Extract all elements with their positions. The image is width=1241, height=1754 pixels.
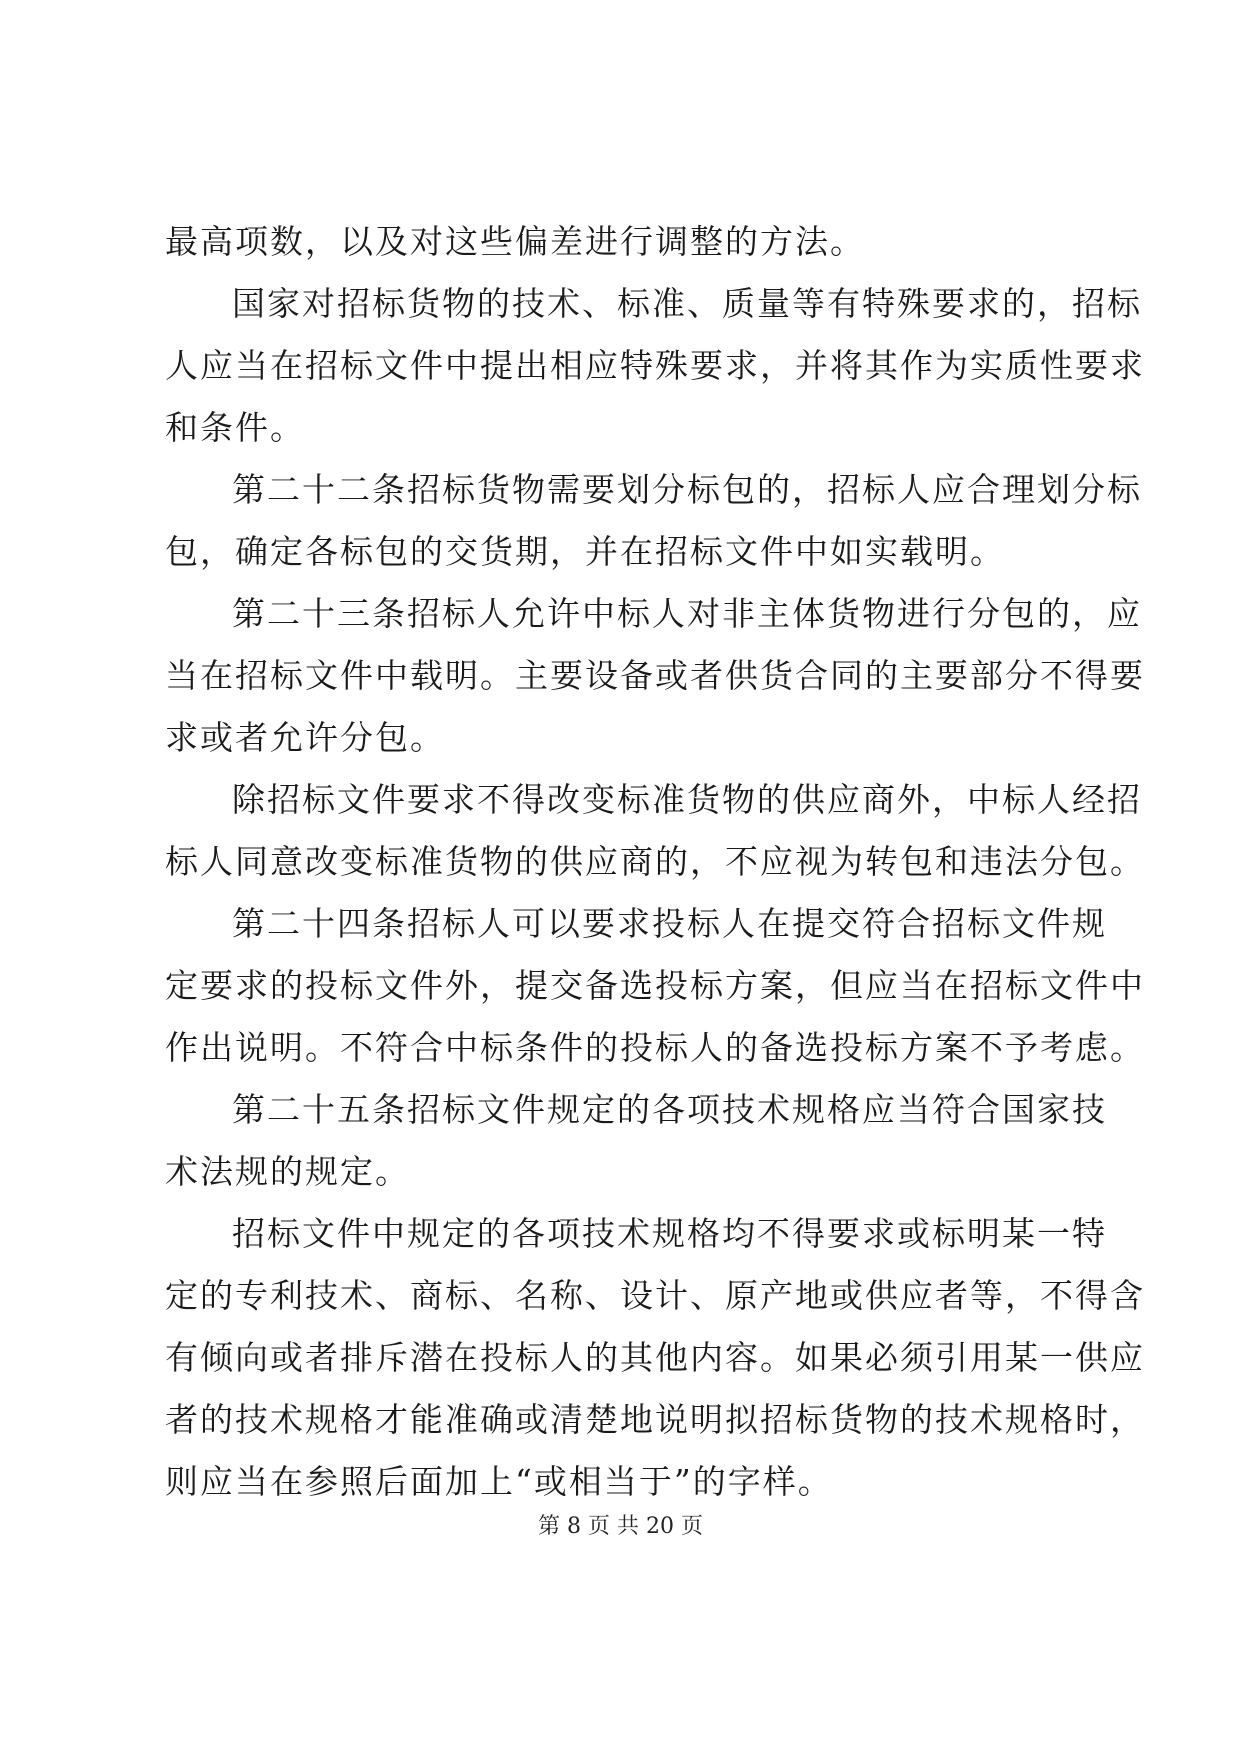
text-line: 定的专利技术、商标、名称、设计、原产地或供应者等，不得含 (165, 1276, 1145, 1315)
text-line: 第二十五条招标文件规定的各项技术规格应当符合国家技 (232, 1090, 1107, 1129)
text-line: 招标文件中规定的各项技术规格均不得要求或标明某一特 (232, 1214, 1107, 1253)
text-line: 第二十四条招标人可以要求投标人在提交符合招标文件规 (232, 904, 1107, 943)
text-line: 国家对招标货物的技术、标准、质量等有特殊要求的，招标 (232, 284, 1142, 323)
text-line: 和条件。 (165, 408, 305, 447)
text-line: 作出说明。不符合中标条件的投标人的备选投标方案不予考虑。 (165, 1028, 1145, 1067)
text-line: 求或者允许分包。 (165, 718, 445, 757)
text-line: 最高项数，以及对这些偏差进行调整的方法。 (165, 222, 865, 261)
text-line: 当在招标文件中载明。主要设备或者供货合同的主要部分不得要 (165, 656, 1145, 695)
text-line: 第二十二条招标货物需要划分标包的，招标人应合理划分标 (232, 470, 1142, 509)
text-line: 标人同意改变标准货物的供应商的，不应视为转包和违法分包。 (165, 842, 1145, 881)
text-line: 包，确定各标包的交货期，并在招标文件中如实载明。 (165, 532, 1005, 571)
text-line: 有倾向或者排斥潜在投标人的其他内容。如果必须引用某一供应 (165, 1338, 1145, 1377)
text-line: 定要求的投标文件外，提交备选投标方案，但应当在招标文件中 (165, 966, 1145, 1005)
text-line: 人应当在招标文件中提出相应特殊要求，并将其作为实质性要求 (165, 346, 1145, 385)
text-line: 者的技术规格才能准确或清楚地说明拟招标货物的技术规格时， (165, 1400, 1145, 1439)
text-line: 术法规的规定。 (165, 1152, 410, 1191)
text-line: 则应当在参照后面加上“或相当于”的字样。 (165, 1462, 833, 1501)
text-line: 第二十三条招标人允许中标人对非主体货物进行分包的，应 (232, 594, 1142, 633)
page-number-footer: 第 8 页 共 20 页 (538, 1514, 703, 1539)
text-line: 除招标文件要求不得改变标准货物的供应商外，中标人经招 (232, 780, 1142, 819)
